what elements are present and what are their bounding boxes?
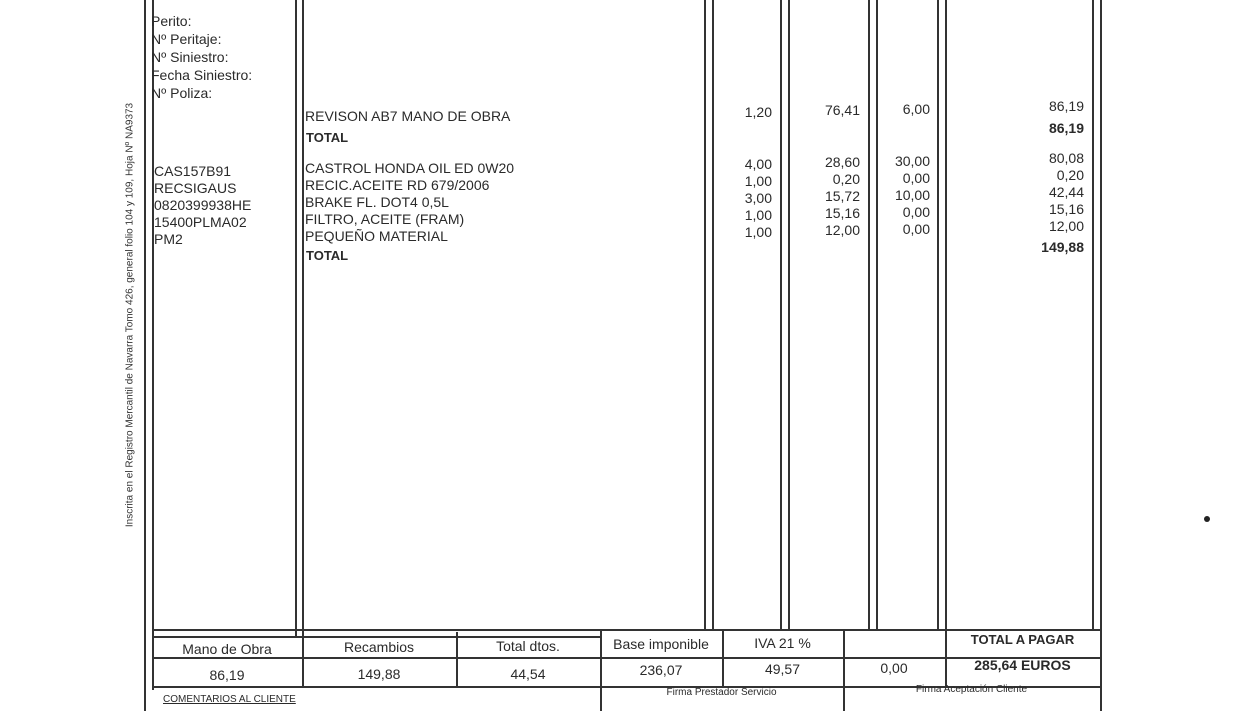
claim-info xyxy=(151,12,252,102)
right-outer-border xyxy=(1100,0,1102,711)
expert-label: Perito: xyxy=(151,13,192,29)
part-description: BRAKE FL. DOT4 0,5L xyxy=(305,194,449,210)
labor-total: 86,19 xyxy=(1048,120,1084,136)
part-amount: 80,08 xyxy=(1048,150,1084,166)
registry-note: Inscrita en el Registro Mercantil de Navarra Tomo 426, general folio 104 y 109, Hoja Nº NA9373 xyxy=(124,102,136,528)
part-discount: 0,00 xyxy=(902,170,930,186)
provider-signature-label: Firma Prestador Servicio xyxy=(666,687,777,698)
col-divider-amount xyxy=(945,0,947,630)
part-qty: 4,00 xyxy=(744,156,772,172)
labor-price: 76,41 xyxy=(824,102,860,118)
header-vat: IVA 21 % xyxy=(754,635,811,651)
part-code: 15400PLMA02 xyxy=(154,214,247,230)
header-total: TOTAL A PAGAR xyxy=(970,632,1075,647)
col-divider-disc-left xyxy=(868,0,870,630)
client-signature-label: Firma Aceptación Cliente xyxy=(915,684,1028,695)
parts-total: 149,88 xyxy=(1041,239,1084,255)
right-border xyxy=(1092,0,1094,630)
part-discount: 10,00 xyxy=(894,187,930,203)
policy-number-label: Nº Poliza: xyxy=(151,85,213,101)
parts-codes xyxy=(154,163,251,248)
appraisal-number-label: Nº Peritaje: xyxy=(151,31,222,47)
header-base: Base imponible xyxy=(613,636,709,652)
parts-discount xyxy=(880,153,930,238)
value-vat: 49,57 xyxy=(764,661,801,677)
part-qty: 1,00 xyxy=(744,207,772,223)
value-base: 236,07 xyxy=(639,662,683,678)
part-amount: 12,00 xyxy=(1048,218,1084,234)
header-discounts: Total dtos. xyxy=(496,638,560,654)
part-discount: 0,00 xyxy=(902,221,930,237)
value-total: 285,64 EUROS xyxy=(974,657,1071,673)
part-description: CASTROL HONDA OIL ED 0W20 xyxy=(305,160,515,176)
part-price: 15,16 xyxy=(824,205,860,221)
claim-number-label: Nº Siniestro: xyxy=(151,49,229,65)
part-price: 12,00 xyxy=(824,222,860,238)
labor-description: REVISON AB7 MANO DE OBRA xyxy=(305,108,511,124)
col-divider-qty-left xyxy=(704,0,706,630)
part-description: RECIC.ACEITE RD 679/2006 xyxy=(305,177,490,193)
left-border xyxy=(144,0,146,711)
part-code: CAS157B91 xyxy=(154,163,232,179)
value-extra: 0,00 xyxy=(880,660,908,676)
labor-discount: 6,00 xyxy=(902,101,930,117)
header-labor: Mano de Obra xyxy=(182,641,272,657)
col-divider-code xyxy=(295,0,297,636)
part-price: 28,60 xyxy=(824,154,860,170)
col-divider-price-left xyxy=(780,0,782,630)
part-discount: 0,00 xyxy=(902,204,930,220)
part-code: 0820399938HE xyxy=(154,197,252,213)
value-discounts: 44,54 xyxy=(510,666,546,682)
labor-amount: 86,19 xyxy=(1048,98,1084,114)
part-code: PM2 xyxy=(154,231,183,247)
labor-qty: 1,20 xyxy=(744,104,772,120)
parts-total-label: TOTAL xyxy=(306,248,349,263)
parts-amount xyxy=(950,150,1084,235)
part-qty: 1,00 xyxy=(744,173,772,189)
value-parts: 149,88 xyxy=(357,666,401,682)
part-amount: 0,20 xyxy=(1056,167,1084,183)
part-qty: 3,00 xyxy=(744,190,772,206)
part-amount: 42,44 xyxy=(1048,184,1084,200)
col-divider-desc xyxy=(302,0,304,636)
comments-label: COMENTARIOS AL CLIENTE xyxy=(163,694,296,705)
part-discount: 30,00 xyxy=(894,153,930,169)
part-price: 15,72 xyxy=(824,188,860,204)
labor-total-label: TOTAL xyxy=(306,130,349,145)
parts-price xyxy=(792,154,860,239)
parts-qty xyxy=(716,156,772,241)
header-parts: Recambios xyxy=(343,639,415,655)
claim-date-label: Fecha Siniestro: xyxy=(151,67,253,83)
part-amount: 15,16 xyxy=(1048,201,1084,217)
parts-descriptions xyxy=(305,160,514,245)
summary-top-line xyxy=(152,629,1102,631)
stray-dot xyxy=(1204,516,1210,522)
col-divider-amount-left xyxy=(937,0,939,630)
value-labor: 86,19 xyxy=(209,667,245,683)
col-divider-price xyxy=(788,0,790,630)
part-description: PEQUEÑO MATERIAL xyxy=(305,228,448,244)
col-divider-disc xyxy=(876,0,878,630)
part-qty: 1,00 xyxy=(744,224,772,240)
col-divider-qty xyxy=(712,0,714,630)
part-description: FILTRO, ACEITE (FRAM) xyxy=(305,211,465,227)
part-price: 0,20 xyxy=(832,171,860,187)
left-inner-border xyxy=(152,0,154,690)
part-code: RECSIGAUS xyxy=(154,180,237,196)
